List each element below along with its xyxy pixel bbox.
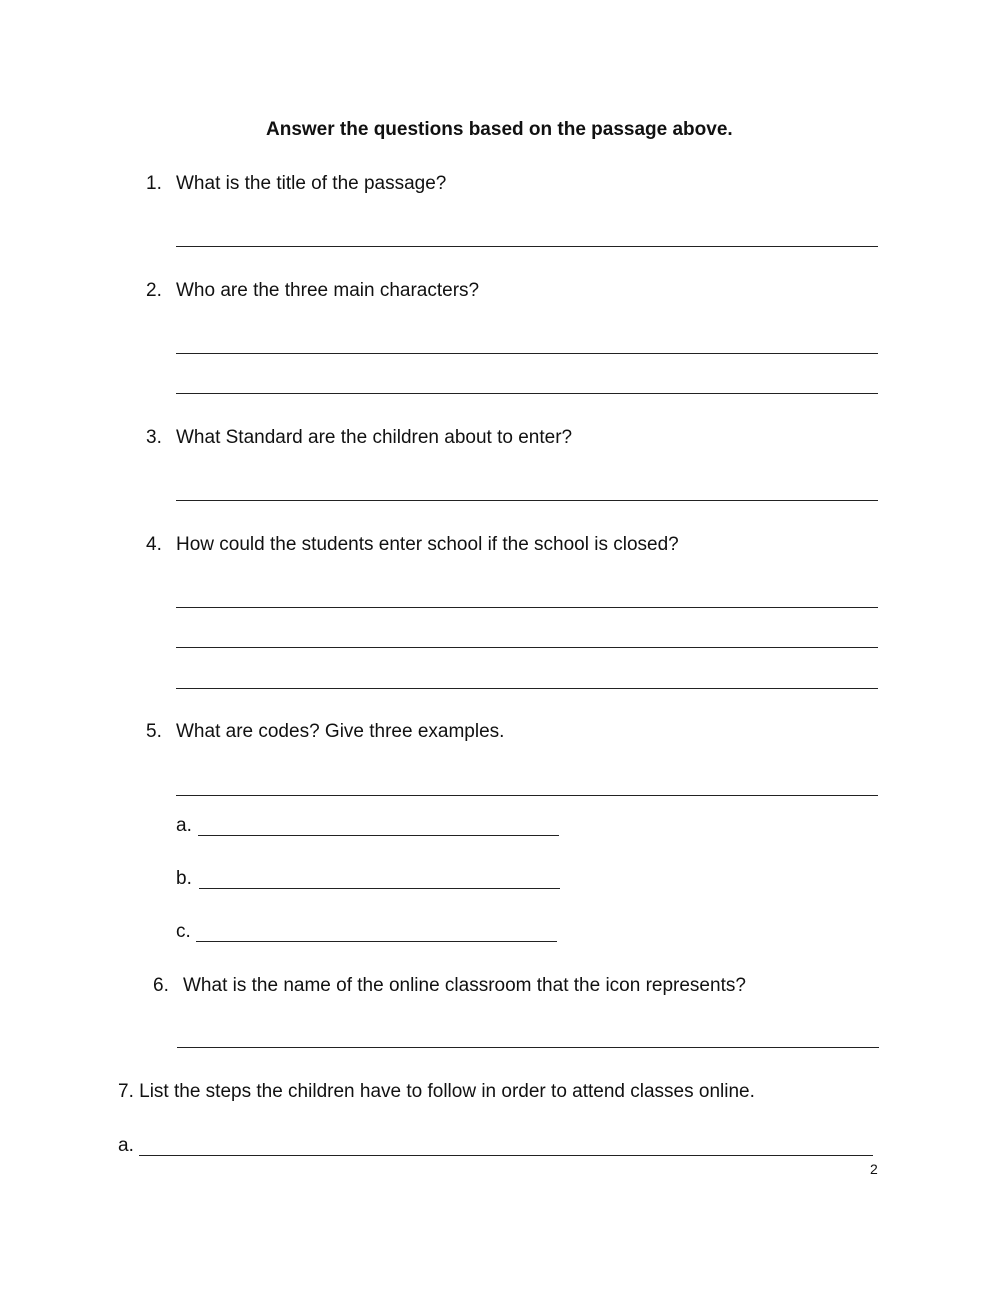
question-2 xyxy=(146,280,479,302)
question-number: 6. xyxy=(153,975,169,996)
q5-option-a-label: a. xyxy=(176,815,192,836)
answer-line-q1[interactable] xyxy=(176,246,878,247)
answer-line-q4-1[interactable] xyxy=(176,607,878,608)
question-6 xyxy=(153,975,746,997)
answer-line-q5-b[interactable] xyxy=(199,888,560,889)
answer-line-q5[interactable] xyxy=(176,795,878,796)
answer-line-q4-3[interactable] xyxy=(176,688,878,689)
question-number: 5. xyxy=(146,721,162,742)
question-7 xyxy=(118,1081,755,1103)
page-number: 2 xyxy=(870,1161,878,1177)
answer-line-q6[interactable] xyxy=(177,1047,879,1048)
question-text: What Standard are the children about to enter? xyxy=(176,427,573,448)
question-text: List the steps the children have to follow in order to attend classes online. xyxy=(139,1081,755,1102)
answer-line-q5-a[interactable] xyxy=(198,835,559,836)
answer-line-q5-c[interactable] xyxy=(196,941,557,942)
answer-line-q7-a[interactable] xyxy=(139,1155,873,1156)
answer-line-q2-1[interactable] xyxy=(176,353,878,354)
question-text: What is the name of the online classroom that the icon represents? xyxy=(183,975,746,996)
answer-line-q2-2[interactable] xyxy=(176,393,878,394)
question-4 xyxy=(146,534,679,556)
question-3 xyxy=(146,427,572,449)
answer-line-q3[interactable] xyxy=(176,500,878,501)
q7-option-a-label: a. xyxy=(118,1135,134,1156)
question-text: What is the title of the passage? xyxy=(176,173,447,194)
question-number: 3. xyxy=(146,427,162,448)
question-5 xyxy=(146,721,504,743)
question-text: What are codes? Give three examples. xyxy=(176,721,505,742)
question-number: 7. xyxy=(118,1081,134,1102)
question-1 xyxy=(146,173,446,195)
question-number: 2. xyxy=(146,280,162,301)
question-text: Who are the three main characters? xyxy=(176,280,480,301)
q5-option-c-label: c. xyxy=(176,921,191,942)
worksheet-heading: Answer the questions based on the passage above. xyxy=(266,119,733,140)
question-text: How could the students enter school if the school is closed? xyxy=(176,534,679,555)
question-number: 1. xyxy=(146,173,162,194)
question-number: 4. xyxy=(146,534,162,555)
q5-option-b-label: b. xyxy=(176,868,192,889)
answer-line-q4-2[interactable] xyxy=(176,647,878,648)
